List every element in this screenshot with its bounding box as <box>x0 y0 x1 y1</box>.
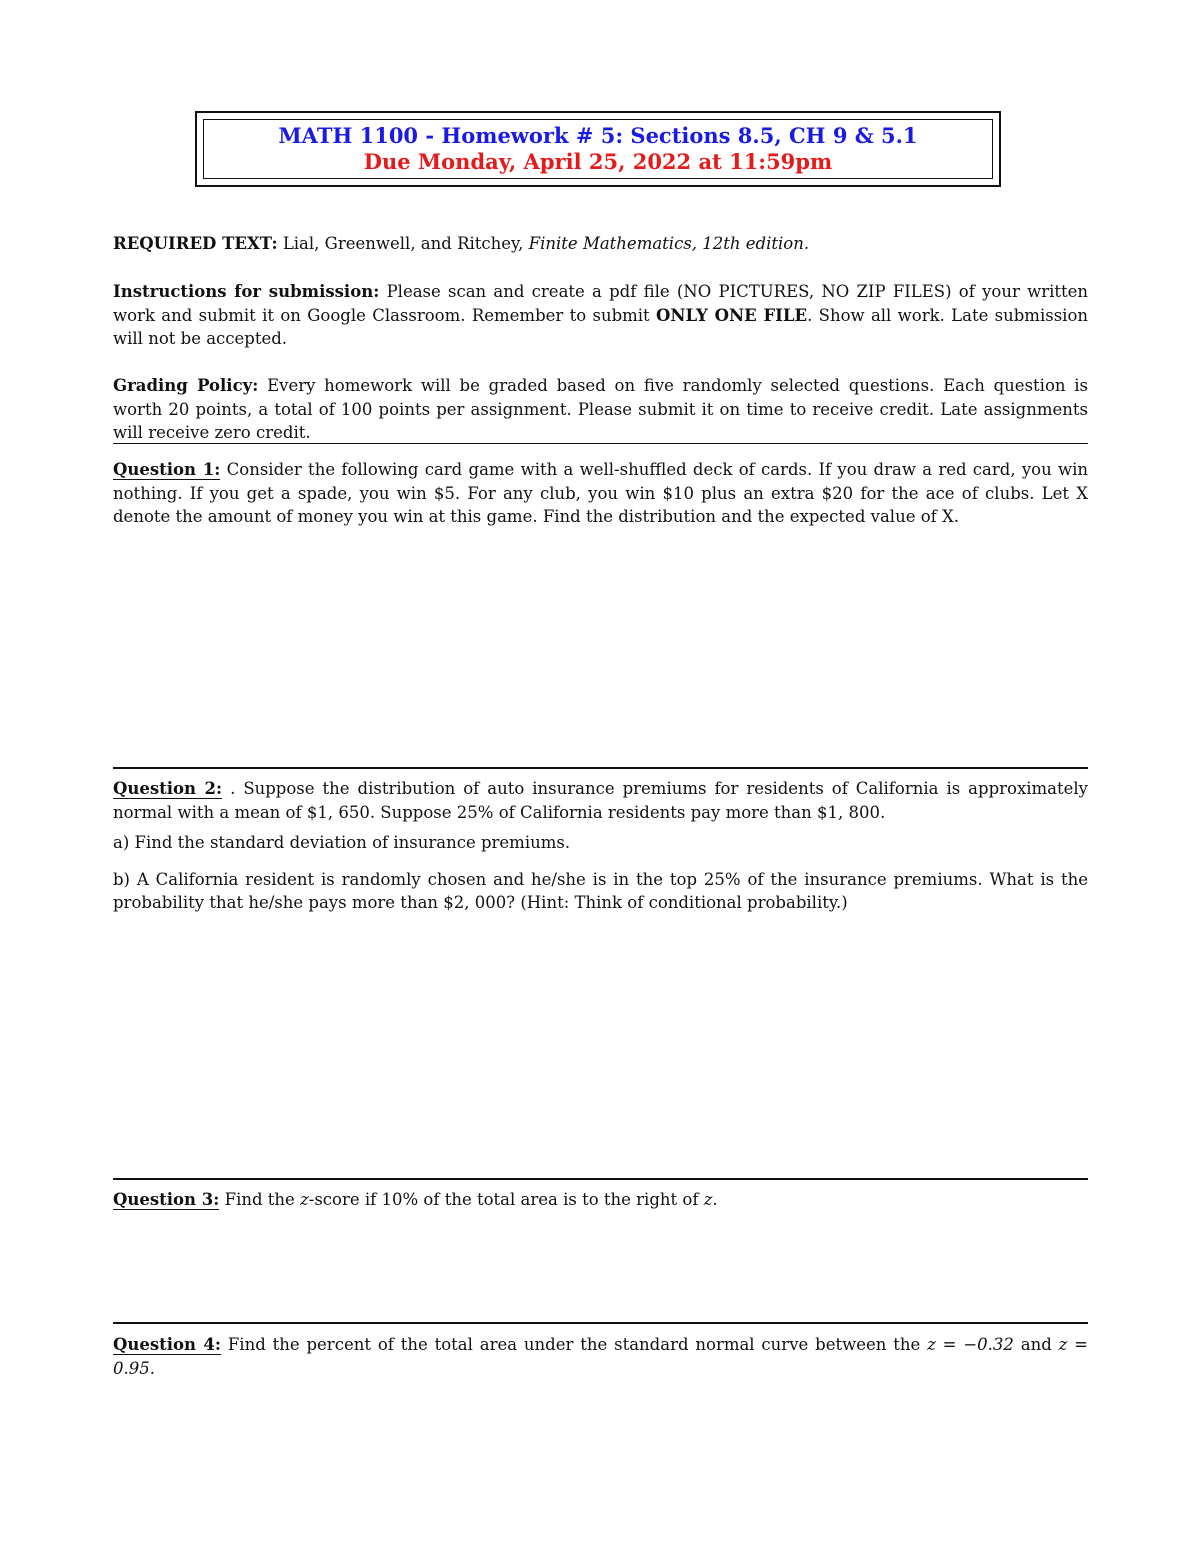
question-2-part-a: a) Find the standard deviation of insurance premiums. <box>113 833 571 852</box>
grading-label: Grading Policy: <box>113 376 259 395</box>
title-box <box>195 111 1001 187</box>
question-4-text-pre: Find the percent of the total area under the standard normal curve between the <box>227 1335 928 1354</box>
question-1 <box>113 458 1088 529</box>
divider <box>113 1322 1088 1324</box>
question-3-label: Question 3: <box>113 1190 220 1209</box>
title-inner-frame <box>203 119 993 179</box>
due-date: Due Monday, April 25, 2022 at 11:59pm <box>363 149 833 174</box>
question-4-equation-2: z = 0.95 <box>113 1335 1088 1378</box>
question-3 <box>113 1188 1088 1212</box>
question-4-equation-1: z = −0.32 <box>927 1335 1014 1354</box>
required-text-authors: Lial, Greenwell, and Ritchey, <box>282 234 524 253</box>
divider <box>113 443 1088 444</box>
page-title: MATH 1100 - Homework # 5: Sections 8.5, CH 9 & 5.1 <box>278 123 918 148</box>
question-2-label: Question 2: <box>113 779 223 798</box>
question-2 <box>113 777 1088 915</box>
question-1-label: Question 1: <box>113 460 221 479</box>
question-4-text-mid: and <box>1013 1335 1059 1354</box>
question-1-text: Consider the following card game with a well-shuffled deck of cards. If you draw a red card, you win nothing. If you get a spade, you win $5. For any club, you win $10 plus an extra $20 for the ace of clubs. Let X denote the amount of money you win at this game. Find the distribution and the expected value of X. <box>113 460 1088 526</box>
instructions-emphasis: ONLY ONE FILE <box>656 305 808 325</box>
question-3-text-post: . <box>712 1190 718 1209</box>
instructions-label: Instructions for submission: <box>113 282 380 301</box>
divider <box>113 767 1088 769</box>
question-3-text-mid: -score if 10% of the total area is to the right of <box>308 1190 704 1209</box>
instructions <box>113 280 1088 351</box>
question-3-text-pre: Find the <box>224 1190 301 1209</box>
question-4-text-post: . <box>149 1358 155 1378</box>
instructions-text-1: Please scan and create a pdf file (NO PICTURES, NO ZIP FILES) of your written work and submit it on Google Classroom. Remember to submit <box>113 282 1089 325</box>
question-2-part-b: b) A California resident is randomly chosen and he/she is in the top 25% of the insurance premiums. What is the probability that he/she pays more than $2, 000? (Hint: Think of conditional probability.) <box>113 869 1088 912</box>
grading-text: Every homework will be graded based on five randomly selected questions. Each question is worth 20 points, a total of 100 points per assignment. Please submit it on time to receive credit. Late assignments will receive zero credit. <box>113 376 1089 442</box>
question-4-label: Question 4: <box>113 1335 221 1354</box>
question-4 <box>113 1333 1088 1380</box>
question-2-text: . Suppose the distribution of auto insurance premiums for residents of California is approximately normal with a mean of $1, 650. Suppose 25% of California residents pay more than $1, 800. <box>113 779 1089 822</box>
required-text <box>113 232 1088 256</box>
question-3-z-variable: z <box>703 1190 713 1209</box>
instructions-text-2: . Show all work. Late submission will not be accepted. <box>113 305 1089 348</box>
required-text-book: Finite Mathematics, 12th edition. <box>528 234 810 253</box>
divider <box>113 1178 1088 1180</box>
required-text-label: REQUIRED TEXT: <box>113 234 278 253</box>
question-3-z-variable: z <box>300 1190 309 1209</box>
grading-policy <box>113 374 1088 445</box>
